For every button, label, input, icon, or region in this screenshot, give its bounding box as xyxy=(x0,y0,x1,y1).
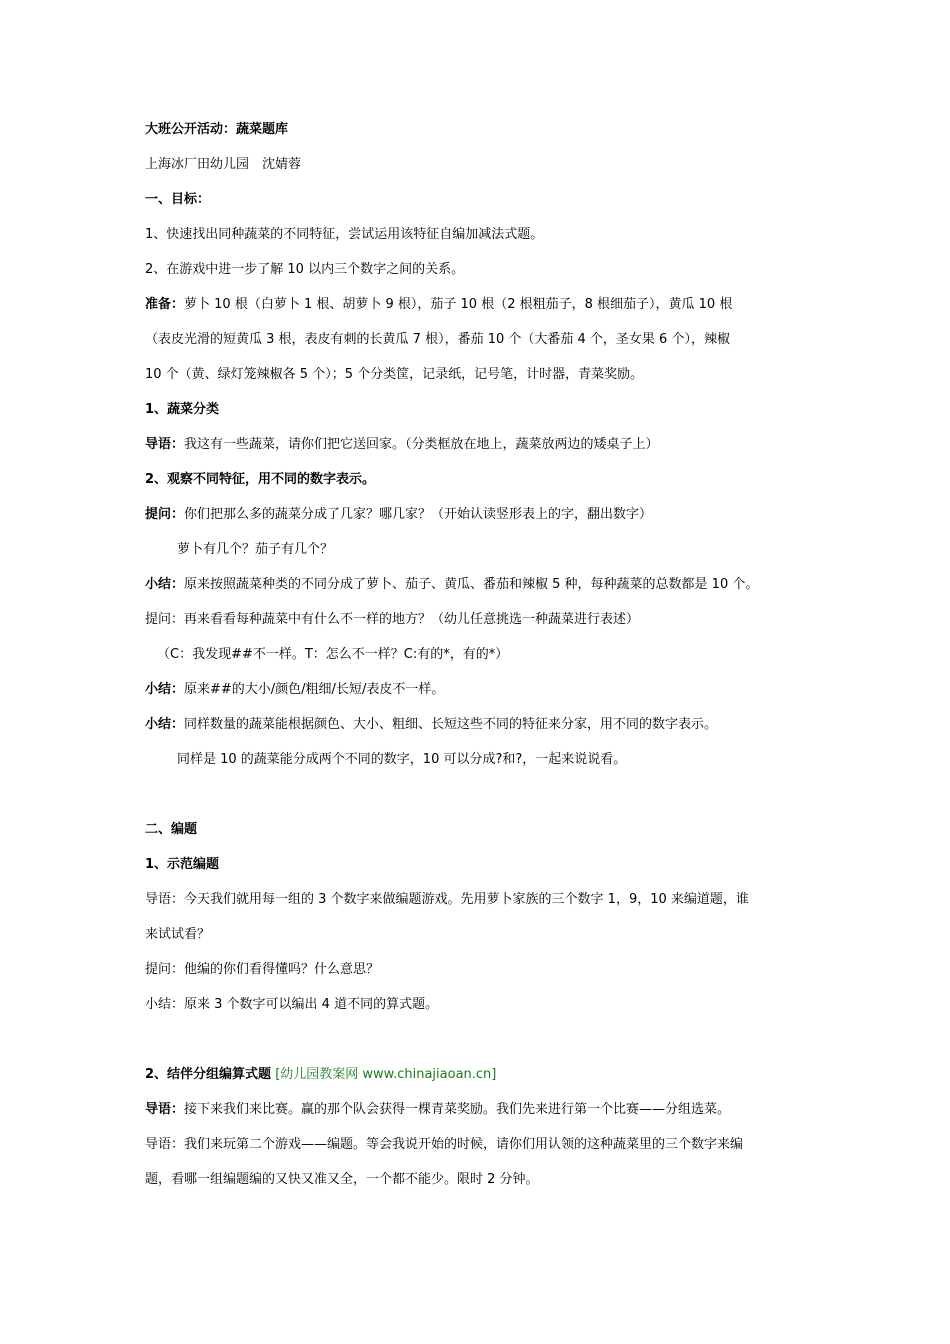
section-2-summary-3-follow: 同样是 10 的蔬菜能分成两个不同的数字，10 可以分成?和?，一起来说说看。 xyxy=(177,752,627,767)
part-2-heading: 二、编题 xyxy=(145,822,198,837)
preparation-text-1: 萝卜 10 根（白萝卜 1 根、胡萝卜 9 根），茄子 10 根（2 根粗茄子，8 根细茄子），黄瓜 10 根 xyxy=(184,297,733,312)
summary-text: 同样数量的蔬菜能根据颜色、大小、粗细、长短这些不同的特征来分家，用不同的数字表示。 xyxy=(184,717,718,732)
goal-2: 2、在游戏中进一步了解 10 以内三个数字之间的关系。 xyxy=(145,262,465,277)
part-2-section-1-question: 提问：他编的你们看得懂吗？什么意思？ xyxy=(145,962,380,977)
spacer xyxy=(145,785,825,805)
doc-title: 大班公开活动：蔬菜题库 xyxy=(145,122,289,137)
source-link[interactable]: [幼儿园教案网 www.chinajiaoan.cn] xyxy=(275,1067,497,1082)
part-2-section-2-guide-2-line-1: 导语：我们来玩第二个游戏——编题。等会我说开始的时候，请你们用认领的这种蔬菜里的三个数字来编 xyxy=(145,1137,744,1152)
part-2-section-2-heading: 2、结伴分组编算式题 xyxy=(145,1067,272,1082)
preparation-line-1 xyxy=(145,295,825,315)
section-2-dialog: （C：我发现##不一样。T：怎么不一样？C:有的*，有的*） xyxy=(157,647,509,662)
section-1-heading: 1、蔬菜分类 xyxy=(145,402,220,417)
summary-text: 原来按照蔬菜种类的不同分成了萝卜、茄子、黄瓜、番茄和辣椒 5 种，每种蔬菜的总数都是 10 个。 xyxy=(184,577,759,592)
summary-label: 小结： xyxy=(145,682,185,697)
preparation-label: 准备： xyxy=(145,297,185,312)
part-2-section-1-guide-line-1: 导语：今天我们就用每一组的 3 个数字来做编题游戏。先用萝卜家族的三个数字 1，9，10 来编道题，谁 xyxy=(145,892,749,907)
section-2-question xyxy=(145,505,825,525)
guide-text: 接下来我们来比赛。赢的那个队会获得一棵青菜奖励。我们先来进行第一个比赛——分组选菜。 xyxy=(184,1102,731,1117)
part-2-section-1-heading: 1、示范编题 xyxy=(145,857,220,872)
section-1-guide xyxy=(145,435,825,455)
section-2-summary-1 xyxy=(145,575,825,595)
part-2-section-1-guide-line-2: 来试试看？ xyxy=(145,927,211,942)
guide-label: 导语： xyxy=(145,437,185,452)
document-body xyxy=(145,120,825,1205)
summary-text: 原来##的大小/颜色/粗细/长短/表皮不一样。 xyxy=(184,682,445,697)
section-2-question-2: 提问：再来看看每种蔬菜中有什么不一样的地方？（幼儿任意挑选一种蔬菜进行表述） xyxy=(145,612,640,627)
part-2-section-2-guide-2-line-2: 题，看哪一组编题编的又快又准又全，一个都不能少。限时 2 分钟。 xyxy=(145,1172,539,1187)
guide-text: 我这有一些蔬菜，请你们把它送回家。（分类框放在地上，蔬菜放两边的矮桌子上） xyxy=(184,437,659,452)
section-2-summary-2 xyxy=(145,680,825,700)
part-2-section-2-guide-1 xyxy=(145,1100,825,1120)
section-2-summary-3 xyxy=(145,715,825,735)
doc-author: 上海冰厂田幼儿园 沈婧蓉 xyxy=(145,157,302,172)
goal-1: 1、快速找出同种蔬菜的不同特征，尝试运用该特征自编加减法式题。 xyxy=(145,227,544,242)
spacer xyxy=(145,1030,825,1050)
guide-label: 导语： xyxy=(145,1102,185,1117)
question-text: 你们把那么多的蔬菜分成了几家？哪几家？（开始认读竖形表上的字，翻出数字） xyxy=(184,507,653,522)
section-2-question-follow: 萝卜有几个？茄子有几个？ xyxy=(177,542,334,557)
summary-label: 小结： xyxy=(145,717,185,732)
summary-label: 小结： xyxy=(145,577,185,592)
part-2-section-1-summary: 小结：原来 3 个数字可以编出 4 道不同的算式题。 xyxy=(145,997,439,1012)
question-label: 提问： xyxy=(145,507,185,522)
section-2-heading: 2、观察不同特征，用不同的数字表示。 xyxy=(145,472,376,487)
preparation-line-3: 10 个（黄、绿灯笼辣椒各 5 个）；5 个分类筐，记录纸，记号笔，计时器，青菜奖励。 xyxy=(145,367,644,382)
goals-heading: 一、目标： xyxy=(145,192,211,207)
part-2-section-2-heading-line xyxy=(145,1065,825,1085)
preparation-line-2: （表皮光滑的短黄瓜 3 根，表皮有刺的长黄瓜 7 根），番茄 10 个（大番茄 4 个，圣女果 6 个），辣椒 xyxy=(145,332,730,347)
